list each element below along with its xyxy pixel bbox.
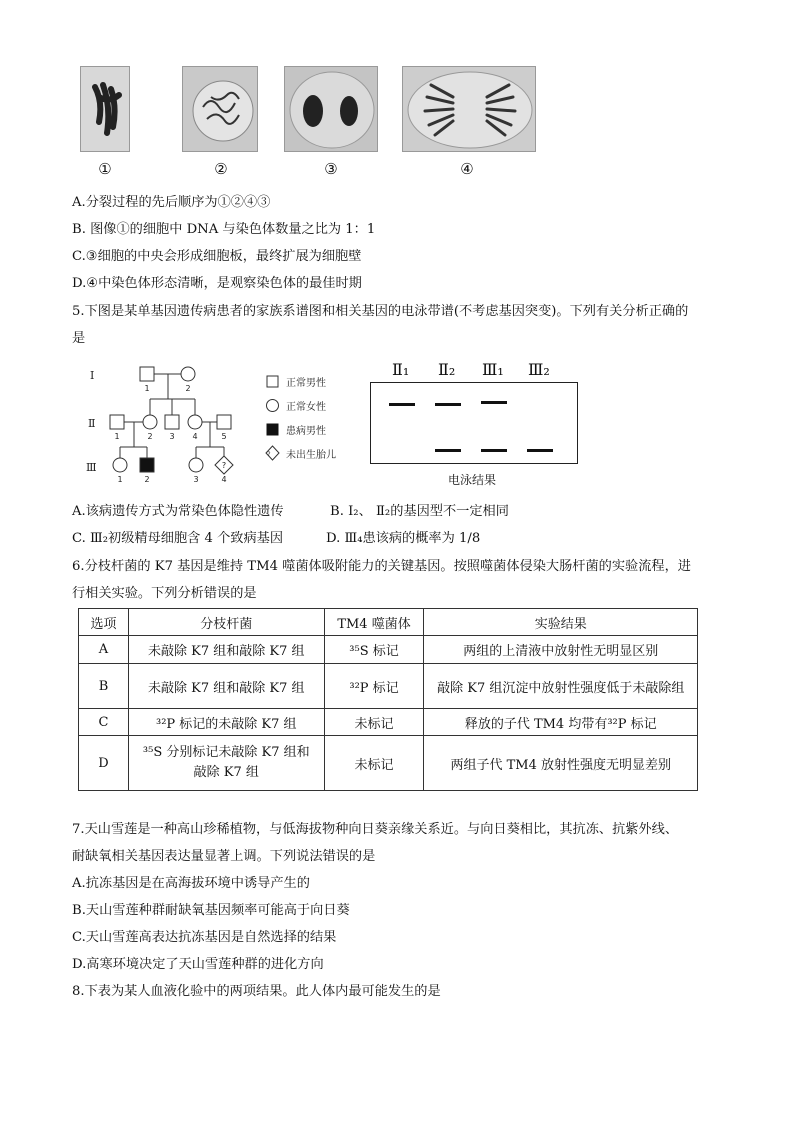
svg-text:4: 4 bbox=[192, 432, 198, 441]
svg-text:2: 2 bbox=[147, 432, 153, 441]
q5-option-c: C. Ⅲ₂初级精母细胞含 4 个致病基因 bbox=[72, 531, 284, 546]
q7-option-d: D.高寒环境决定了天山雪莲种群的进化方向 bbox=[72, 957, 324, 972]
legend-normal-female-icon bbox=[267, 400, 279, 412]
q7-stem-line2: 耐缺氧相关基因表达量显著上调。下列说法错误的是 bbox=[72, 849, 376, 864]
header-phage: TM4 噬菌体 bbox=[324, 609, 424, 636]
legend-affected-male-icon bbox=[267, 424, 278, 435]
table-row: D ³⁵S 分别标记未敲除 K7 组和敲除 K7 组 未标记 两组子代 TM4 放射性强度无明显差别 bbox=[79, 736, 698, 791]
nucleus-prophase-photo bbox=[182, 66, 258, 152]
q4-option-b: B. 图像①的细胞中 DNA 与染色体数量之比为 1：1 bbox=[72, 222, 376, 237]
svg-text:4: 4 bbox=[221, 475, 227, 484]
gel-band-lane4-lower bbox=[527, 449, 553, 452]
legend-normal-male-label: 正常男性 bbox=[286, 378, 326, 389]
q6-stem-line1: 6.分枝杆菌的 K7 基因是维持 TM4 噬菌体吸附能力的关键基因。按照噬菌体侵染大肠杆菌的实验流程，进 bbox=[72, 559, 691, 574]
q7-option-a: A.抗冻基因是在高海拔环境中诱导产生的 bbox=[72, 876, 310, 891]
svg-text:3: 3 bbox=[193, 475, 199, 484]
header-result: 实验结果 bbox=[424, 609, 698, 636]
gen-label-I: Ⅰ bbox=[90, 369, 95, 382]
svg-text:2: 2 bbox=[144, 475, 150, 484]
pedigree-III-2 bbox=[140, 458, 154, 472]
gen-label-III: Ⅲ bbox=[86, 461, 97, 474]
q7-stem-line1: 7.天山雪莲是一种高山珍稀植物，与低海拔物种向日葵亲缘关系近。与向日葵相比，其抗冻、抗紫外线、 bbox=[72, 822, 679, 837]
q7-option-b: B.天山雪莲种群耐缺氧基因频率可能高于向日葵 bbox=[72, 903, 350, 918]
photo-label-3: ③ bbox=[324, 160, 338, 178]
pedigree-III-1 bbox=[113, 458, 127, 472]
svg-text:1: 1 bbox=[144, 384, 150, 393]
table-header-row bbox=[79, 609, 698, 636]
header-option: 选项 bbox=[79, 609, 129, 636]
pedigree-II-5 bbox=[217, 415, 231, 429]
gel-band-lane3-upper bbox=[481, 401, 507, 404]
pedigree-I-1 bbox=[140, 367, 154, 381]
legend-normal-female-label: 正常女性 bbox=[286, 402, 326, 413]
q5-stem-line1: 5.下图是某单基因遗传病患者的家族系谱图和相关基因的电泳带谱(不考虑基因突变)。下列有关分析正确的 bbox=[72, 304, 689, 319]
gen-label-II: Ⅱ bbox=[88, 417, 96, 430]
photo-label-1: ① bbox=[98, 160, 112, 178]
pedigree-chart bbox=[84, 355, 254, 485]
photo-label-2: ② bbox=[214, 160, 228, 178]
svg-text:5: 5 bbox=[221, 432, 227, 441]
q8-stem: 8.下表为某人血液化验中的两项结果。此人体内最可能发生的是 bbox=[72, 984, 441, 999]
table-row: B 未敲除 K7 组和敲除 K7 组 ³²P 标记 敲除 K7 组沉淀中放射性强度低于未敲除组 bbox=[79, 664, 698, 709]
chromosomes-metaphase-photo bbox=[80, 66, 130, 152]
pedigree-I-2 bbox=[181, 367, 195, 381]
q4-option-c: C.③细胞的中央会形成细胞板，最终扩展为细胞壁 bbox=[72, 249, 362, 264]
table-row: C ³²P 标记的未敲除 K7 组 未标记 释放的子代 TM4 均带有³²P 标记 bbox=[79, 709, 698, 736]
legend-normal-male-icon bbox=[267, 376, 278, 387]
q5-stem-line2: 是 bbox=[72, 331, 86, 346]
gel-lane3-label: Ⅲ₁ bbox=[482, 360, 504, 379]
gel-band-lane2-upper bbox=[435, 403, 461, 406]
q5-option-b: B. I₂、 Ⅱ₂的基因型不一定相同 bbox=[330, 504, 509, 519]
table-row: A 未敲除 K7 组和敲除 K7 组 ³⁵S 标记 两组的上清液中放射性无明显区别 bbox=[79, 636, 698, 664]
svg-text:2: 2 bbox=[185, 384, 191, 393]
legend-unborn-label: 未出生胎儿 bbox=[286, 450, 336, 461]
experiment-table bbox=[78, 608, 698, 791]
gel-box bbox=[370, 382, 578, 464]
legend-affected-male-label: 患病男性 bbox=[286, 426, 326, 437]
gel-lane1-label: Ⅱ₁ bbox=[392, 360, 410, 379]
gel-caption: 电泳结果 bbox=[448, 473, 497, 487]
svg-text:?: ? bbox=[267, 451, 271, 458]
pedigree-legend bbox=[264, 372, 364, 472]
gel-band-lane3-lower bbox=[481, 449, 507, 452]
pedigree-II-1 bbox=[110, 415, 124, 429]
pedigree-II-4 bbox=[188, 415, 202, 429]
telophase-cell-plate-photo bbox=[284, 66, 378, 152]
gel-lane2-label: Ⅱ₂ bbox=[438, 360, 456, 379]
pedigree-II-2 bbox=[143, 415, 157, 429]
q5-option-d: D. Ⅲ₄患该病的概率为 1/8 bbox=[326, 531, 481, 546]
svg-text:3: 3 bbox=[169, 432, 175, 441]
svg-text:?: ? bbox=[221, 461, 227, 470]
header-bacteria: 分枝杆菌 bbox=[128, 609, 324, 636]
gel-band-lane1-upper bbox=[389, 403, 415, 406]
gel-band-lane2-lower bbox=[435, 449, 461, 452]
pedigree-II-3 bbox=[165, 415, 179, 429]
q4-option-a: A.分裂过程的先后顺序为①②④③ bbox=[72, 195, 271, 210]
photo-label-4: ④ bbox=[460, 160, 474, 178]
pedigree-III-3 bbox=[189, 458, 203, 472]
gel-lane4-label: Ⅲ₂ bbox=[528, 360, 550, 379]
svg-text:1: 1 bbox=[117, 475, 123, 484]
svg-text:1: 1 bbox=[114, 432, 120, 441]
anaphase-separation-photo bbox=[402, 66, 536, 152]
q7-option-c: C.天山雪莲高表达抗冻基因是自然选择的结果 bbox=[72, 930, 337, 945]
q4-option-d: D.④中染色体形态清晰，是观察染色体的最佳时期 bbox=[72, 276, 362, 291]
q5-option-a: A.该病遗传方式为常染色体隐性遗传 bbox=[72, 504, 284, 519]
q6-stem-line2: 行相关实验。下列分析错误的是 bbox=[72, 586, 257, 601]
